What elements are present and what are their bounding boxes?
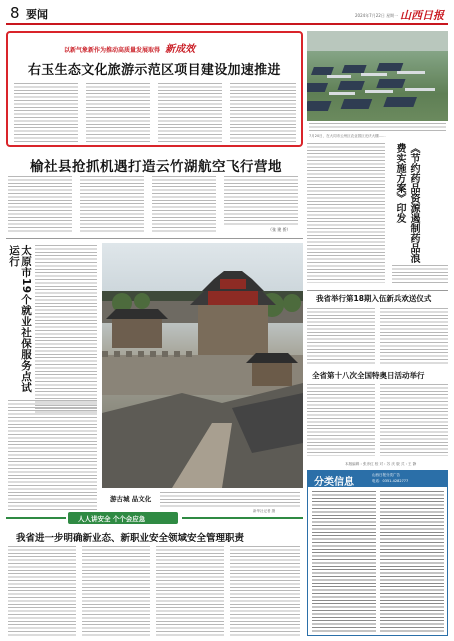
games-col-2	[380, 384, 448, 456]
greenhouse-photo	[307, 31, 448, 121]
bottom-col-1	[8, 546, 76, 636]
ancient-city-photo	[102, 243, 303, 488]
lead-headline: 右玉生态文化旅游示范区项目建设加速推进	[28, 63, 281, 78]
story2-col-4	[224, 176, 298, 226]
banner-rule-left	[6, 517, 66, 519]
banner-headline: 我省进一步明确新业态、新职业安全领域安全管理职责	[16, 533, 245, 544]
greenhouse-svg	[307, 31, 448, 121]
story3-col-2	[8, 400, 97, 510]
story2-col-3	[152, 176, 216, 234]
kicker-stamp: 新成效	[165, 44, 196, 55]
right-story-col-1	[307, 143, 385, 283]
drug-vertical-headline: 《节约药品资源遏制药品浪费实施方案》印发	[394, 143, 419, 263]
bottom-col-2	[82, 546, 150, 636]
classifieds-box	[307, 470, 448, 636]
banner-rule-right	[182, 517, 303, 519]
bottom-col-4	[230, 546, 300, 636]
soldiers-headline: 我省举行第18期入伍新兵欢送仪式	[316, 294, 432, 303]
classifieds-title: 分类信息	[314, 477, 354, 488]
lead-col-1	[14, 83, 78, 143]
games-col-1	[307, 384, 375, 456]
story2-col-2	[80, 176, 144, 234]
bottom-col-3	[156, 546, 224, 636]
story2-headline: 榆社县抢抓机遇打造云竹湖航空飞行营地	[30, 159, 282, 175]
masthead-logo: 山西日报	[400, 9, 444, 22]
kicker-text: 以新气象新作为推动高质量发展取得	[64, 47, 161, 54]
section-name: 要闻	[26, 8, 48, 21]
photo-caption-body	[160, 492, 300, 508]
drug-headline-block	[392, 143, 448, 263]
header-rule	[6, 23, 448, 25]
classifieds-subtitle: 山西日报分类广告	[372, 473, 400, 477]
photo-credit: 新华社记者 摄	[253, 509, 276, 513]
page-header	[0, 0, 454, 26]
banner-slogan: 人人讲安全 个个会应急	[78, 515, 146, 523]
classifieds-header	[308, 471, 447, 487]
story2-col-1	[8, 176, 72, 234]
story2-byline: （张 建 侨）	[268, 227, 291, 232]
photo-caption-title: 游古城 品文化	[110, 495, 152, 503]
banner-pill	[68, 512, 178, 524]
classifieds-col-1	[312, 491, 376, 633]
lead-col-2	[86, 83, 150, 143]
safety-banner	[6, 512, 303, 524]
lead-col-3	[158, 83, 222, 143]
divider-h1	[6, 238, 303, 239]
greenhouse-caption	[309, 123, 446, 133]
lead-story-box	[6, 31, 303, 147]
soldiers-col-1	[307, 308, 375, 364]
right-story-col-2	[392, 265, 448, 283]
games-headline: 全省第十八次全国特奥日活动举行	[312, 371, 425, 380]
issue-date: 2024年7月22日 星期一	[355, 13, 399, 18]
lead-kicker	[64, 37, 195, 56]
story3-col-1	[35, 245, 97, 415]
story3-vertical-headline: 太原市19个就业社保服务点试运行	[8, 245, 32, 393]
divider-right-1	[307, 290, 448, 291]
soldiers-col-2	[380, 308, 448, 364]
story3-headline-block	[8, 245, 30, 395]
ancient-city-svg	[102, 243, 303, 488]
greenhouse-caption-text: 7月20日，在大同市云州区农业园区光伏大棚……	[309, 134, 386, 138]
lead-col-4	[230, 83, 296, 143]
page-number: 8	[10, 4, 20, 22]
editor-line: 本版编辑 : 张彦红 校 对 : 苏 庆 版 式 : 王 静	[345, 462, 417, 466]
classifieds-col-2	[380, 491, 444, 633]
classifieds-phone: 电话：0351-4282777	[372, 479, 409, 483]
